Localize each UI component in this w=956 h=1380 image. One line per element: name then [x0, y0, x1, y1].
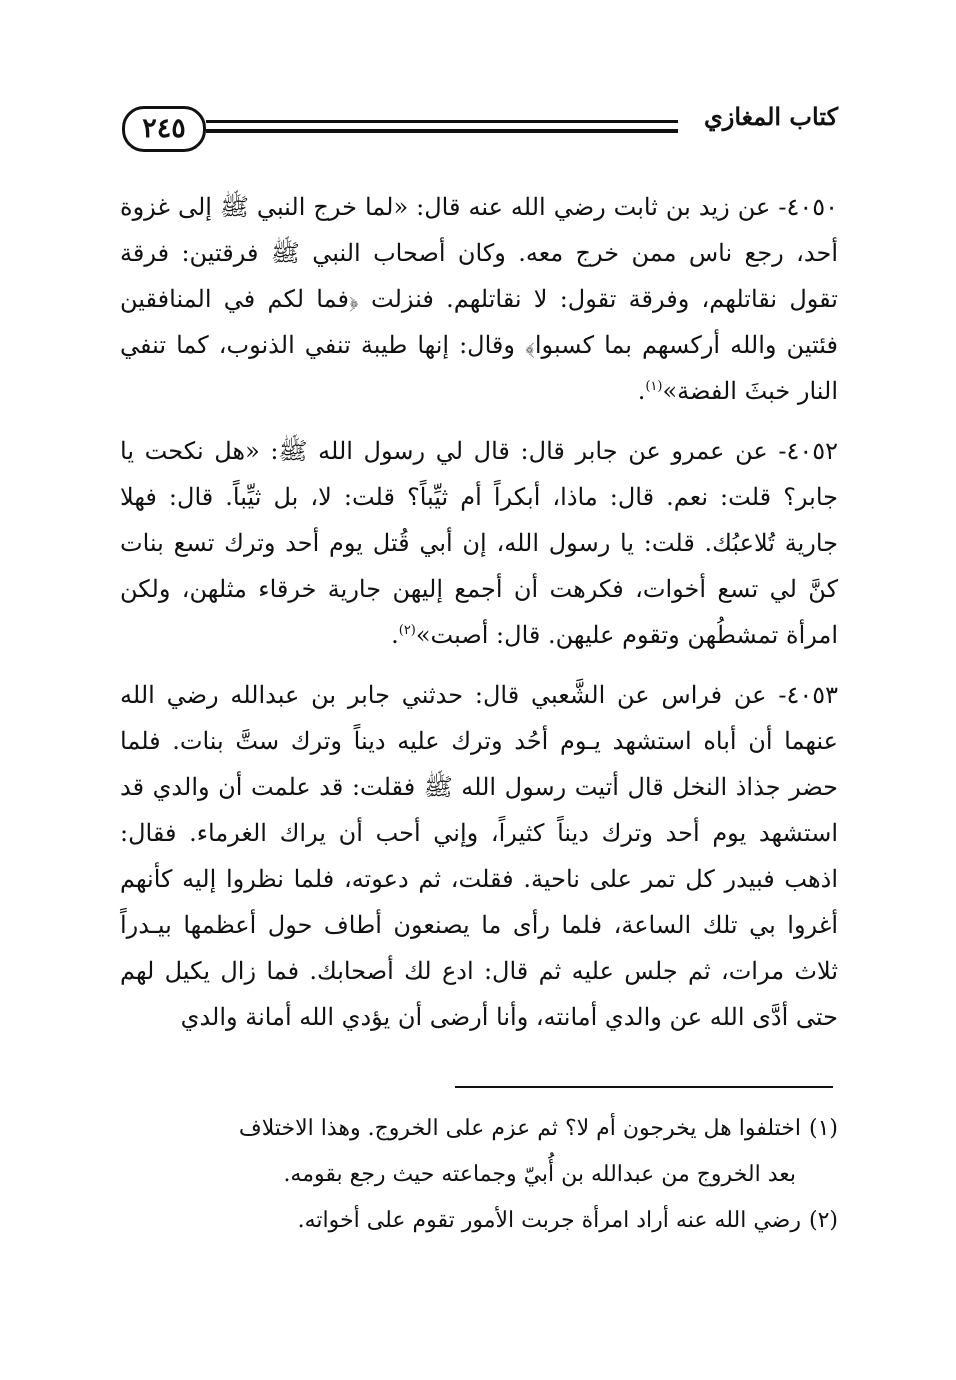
hadith-text: عن فراس عن الشَّعبي قال: حدثني جابر بن عبدالله رضي الله عنهما أن أباه استشهد يـوم أحُد وترك عليه ديناً وترك ستَّ بنات. فلما حضر جذاذ النخل قال أتيت رسول الله ﷺ فقلت: قد علمت أن والدي قد استشهد يوم أحد وترك ديناً كثيراً، وإني أحب أن يراك الغرماء. فقال: اذهب فبيدر كل تمر على ناحية. فقلت، ثم دعوته، فلما نظروا إليه كأنهم أغروا بي تلك الساعة، فلما رأى ما يصنعون أطاف حول أعظمها بيـدراً ثلاث مرات، ثم جلس عليه ثم قال: ادع لك أصحابك. فما زال يكيل لهم حتى أدَّى الله عن والدي أمانته، وأنا أرضى أن يؤدي الله أمانة والدي	[120, 681, 839, 1031]
page-header	[122, 100, 838, 156]
hadith-number: ٤٠٥٢-	[778, 437, 838, 465]
footnote-continuation: بعد الخروج من عبدالله بن أُبيّ وجماعته حيث رجع بقومه.	[283, 1162, 796, 1187]
body-text	[120, 184, 838, 1054]
footnote-reference: (١)	[645, 379, 663, 394]
page-number: ٢٤٥	[122, 106, 206, 152]
footnote-number: (١)	[808, 1116, 838, 1141]
footnote-text: اختلفوا هل يخرجون أم لا؟ ثم عزم على الخروج. وهذا الاختلاف	[238, 1116, 801, 1141]
hadith-paragraph: ٤٠٥٢- عن عمرو عن جابر قال: قال لي رسول الله ﷺ: «هل نكحت يا جابر؟ قلت: نعم. قال: ماذا، أبكراً أم ثيِّباً؟ قلت: لا، بل ثيِّباً. قال: فهلا جارية تُلاعبُك. قلت: يا رسول الله، إن أبي قُتل يوم أحد وترك تسع بنات كنَّ لي تسع أخوات، فكرهت أن أجمع إليهن جارية خرقاء مثلهن، ولكن امرأة تمشطُهن وتقوم عليهن. قال: أصبت»$^{(٢)}$.	[120, 437, 839, 649]
footnote	[120, 1198, 838, 1244]
hadith-paragraph: ٤٠٥٠- عن زيد بن ثابت رضي الله عنه قال: «لما خرج النبي ﷺ إلى غزوة أحد، رجع ناس ممن خرج معه. وكان أصحاب النبي ﷺ فرقتين: فرقة تقول نقاتلهم، وفرقة تقول: لا نقاتلهم. فنزلت ﴿فما لكم في المنافقين فئتين والله أركسهم بما كسبوا﴾ وقال: إنها طيبة تنفي الذنوب، كما تنفي النار خبثَ الفضة»$^{(١)}$.	[120, 193, 839, 405]
hadith-number: ٤٠٥٠-	[778, 193, 838, 221]
hadith-number: ٤٠٥٣-	[778, 681, 838, 709]
hadith-paragraph	[120, 672, 838, 1040]
footnote-number: (٢)	[808, 1208, 838, 1233]
running-title: كتاب المغازي	[703, 102, 838, 131]
footnote-reference: (٢)	[398, 623, 416, 638]
hadith-text: عن زيد بن ثابت رضي الله عنه قال: «لما خرج النبي ﷺ إلى غزوة أحد، رجع ناس ممن خرج معه. وكان أصحاب النبي ﷺ فرقتين: فرقة تقول نقاتلهم، وفرقة تقول: لا نقاتلهم. فنزلت ﴿فما لكم في المنافقين فئتين والله أركسهم بما كسبوا﴾ وقال: إنها طيبة تنفي الذنوب، كما تنفي النار خبثَ الفضة»	[120, 193, 839, 405]
header-rule-top	[206, 120, 678, 123]
hadith-text: عن عمرو عن جابر قال: قال لي رسول الله ﷺ: «هل نكحت يا جابر؟ قلت: نعم. قال: ماذا، أبكراً أم ثيِّباً؟ قلت: لا، بل ثيِّباً. قال: فهلا جارية تُلاعبُك. قلت: يا رسول الله، إن أبي قُتل يوم أحد وترك تسع بنات كنَّ لي تسع أخوات، فكرهت أن أجمع إليهن جارية خرقاء مثلهن، ولكن امرأة تمشطُهن وتقوم عليهن. قال: أصبت»	[120, 437, 839, 649]
header-rule-bottom	[206, 129, 678, 133]
footnote	[120, 1106, 838, 1198]
footnotes	[120, 1106, 838, 1244]
footnote-separator	[455, 1086, 833, 1088]
footnote-text: رضي الله عنه أراد امرأة جربت الأمور تقوم على أخواته.	[297, 1208, 801, 1233]
